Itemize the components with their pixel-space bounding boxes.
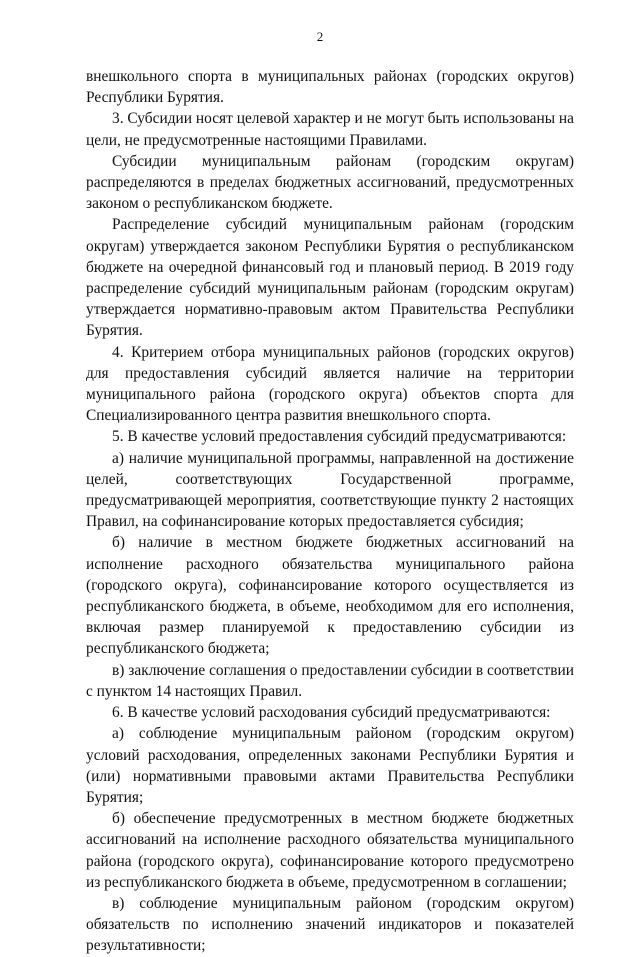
paragraph: б) наличие в местном бюджете бюджетных ассигнований на исполнение расходного обязательства муниципального района (городского округа), софинансирование которого осуществляется из республиканского бюджета, в объеме, необходимом для его исполнения, включая размер планируемой к предоставлению субсидии из республиканского бюджета;: [86, 534, 574, 658]
paragraph: 6. В качестве условий расходования субсидий предусматриваются:: [112, 704, 551, 722]
paragraph: в) заключение соглашения о предоставлении субсидии в соответствии с пунктом 14 настоящих Правил.: [86, 661, 574, 700]
paragraph: внешкольного спорта в муниципальных районах (городских округов) Республики Бурятия.: [86, 68, 574, 107]
paragraph: Распределение субсидий муниципальным районам (городским округам) утверждается законом Республики Бурятия о республиканском бюджете на очередной финансовый год и плановый период. В 2019 году распределение субсидий муниципальным районам (городским округам) утверждается нормативно-правовым актом Правительства Республики Бурятия.: [86, 216, 574, 340]
paragraph: в) соблюдение муниципальным районом (городским округом) обязательств по исполнению значений индикаторов и показателей результативности;: [86, 894, 574, 955]
paragraph: а) наличие муниципальной программы, направленной на достижение целей, соответствующих Государственной программе, предусматривающей мероприятия, соответствующие пункту 2 настоящих Правил, на софинансирование которых предоставляется субсидия;: [86, 449, 574, 531]
paragraph: а) соблюдение муниципальным районом (городским округом) условий расходования, определенных законами Республики Бурятия и (или) нормативными правовыми актами Правительства Республики Бурятия;: [86, 725, 574, 806]
paragraph: 3. Субсидии носят целевой характер и не могут быть использованы на цели, не предусмотренные настоящими Правилами.: [86, 110, 574, 149]
paragraph: Субсидии муниципальным районам (городским округам) распределяются в пределах бюджетных ассигнований, предусмотренных законом о республиканском бюджете.: [86, 152, 574, 213]
document-body: [86, 66, 574, 957]
paragraph: 4. Критерием отбора муниципальных районов (городских округов) для предоставления субсидий является наличие на территории муниципального района (городского округа) объектов спорта для Специализированного центра развития внешкольного спорта.: [86, 343, 574, 425]
paragraph: 5. В качестве условий предоставления субсидий предусматриваются:: [112, 428, 567, 446]
page-number: 2: [316, 29, 324, 44]
paragraph: б) обеспечение предусмотренных в местном бюджете бюджетных ассигнований на исполнение расходного обязательства муниципального района (городского округа), софинансирование которого предусмотрено из республиканского бюджета в объеме, предусмотренном в соглашении;: [86, 810, 574, 891]
